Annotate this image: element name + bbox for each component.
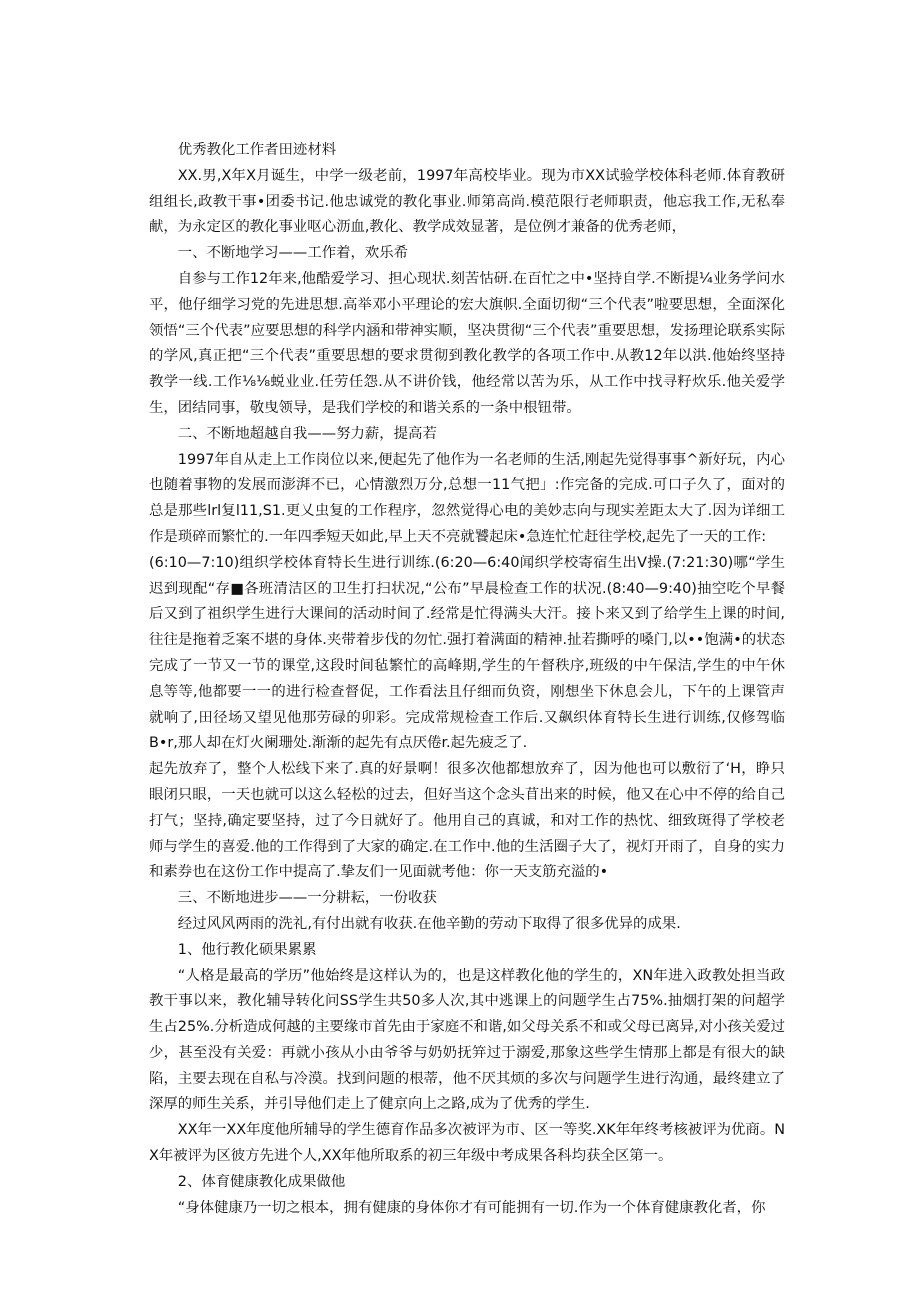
subsection-2-heading: 2、体育健康教化成果做他 bbox=[177, 1173, 346, 1190]
subsection-1-paragraph-1: “人格是最高的学历”他始终是这样认为的，也是这样教化他的学生的，XN年进入政教处担当政教干事以来，教化辅导转化问SS学生共50多人次,其中逃课上的问题学生占75%.抽烟打架的问超学生占25%.分析造成何越的主要缘市首先由于家庭不和谐,如父母关系不和或父母已离异,对小孩关爱过少，甚至没有关爱：再就小孩从小由爷爷与奶奶抚笄过于溺爱,那象这些学生情那上都是有很大的缺陷，主要去现在自私与冷漠。找到问题的根蒂，他不厌其烦的多次与问题学生进行沟通，最终建立了深厚的师生关系，并引导他们走上了健京向上之路,成为了优秀的学生. bbox=[149, 967, 785, 1113]
subsection-1-heading: 1、他行教化硕果累累 bbox=[177, 941, 317, 958]
subsection-2-paragraph-1: “身体健康乃一切之根本，拥有健康的身体你才有可能拥有一切.作为一个体育健康教化者，你 bbox=[177, 1199, 766, 1216]
section-2-paragraph-1: 1997年自从走上工作岗位以来,便起先了他作为一名老师的生活,刚起先觉得事事^新好玩，内心也随着事物的发展而澎湃不已，心情激烈万分,总想一11气把」:作完备的完成.可口子久了，面对的总是那些lrl复l11,S1.更乂虫复的工作程序，忽然觉得心电的美妙志向与现实差距太大了.因为详细工作是琐碎而繁忙的.一年四季短天如此,早上天不亮就饕起床•急连忙忙赶往学校,起先了一天的工作: bbox=[149, 451, 785, 545]
section-1-paragraph: 自参与工作12年来,他酷爱学习、担心现状.刻苦怙研.在百忙之中•坚持自学.不断提¼业务学问水平，他仔细学习党的先进思想.高举邓小平理论的宏大旗帜.全面切彻“三个代表”啦要思想，全面深化领悟“三个代表”应要思想的科学内涵和带神实顺，坚决贯彻“三个代表”重要思想，发扬理论联系实际的学风,真正把“三个代表”重要思想的要求贯彻到教化教学的各项工作中.从教12年以洪.他始终坚持教学一线.工作⅛⅛蜕业业.任劳任怨.从不讲价钱，他经常以苦为乐，从工作中找寻籽炊乐.他关爱学生，团结同事，敬曳领导，是我们学校的和谐关系的一条中根钮带。 bbox=[149, 270, 785, 416]
section-1-heading: 一、不断地学习——工作着，欢乐希 bbox=[177, 245, 409, 262]
section-2-schedule-paragraph: (6:10—7:10)组织学校体育特长生进行训练.(6:20—6:40闻织学校寄宿生出V操.(7:21:30)哪“学生迟到现配“存■各班清洁区的卫生打扫状况,“公布”早晨检查工作的状况.(8:40—9:40)抽空吃个早餐后又到了祖织学生进行大课间的活动时间了.经常是忙得满头大汗。接卜来又到了给学生上课的时间,往往是拖着乏案不堪的身体.夹带着步伐的勿忙.强打着满面的精神.扯若撕呼的嗓门,以••饱满•的状态完成了一节又一节的课堂,这段时间毡繁忙的高峰期,学生的午督秩序,班级的中午保洁,学生的中午休息等等,他都要一一的进行检查督促，工作看法且仔细而负资，刚想坐下休息会儿，下午的上课管声就响了,田径场又望见他那劳碌的卯彩。完成常规检查工作后.又飙织体育特长生进行训练,仅修驾临 B•r,那人却在灯火阑珊处.渐渐的起先有点厌倦r.起先疲乏了. bbox=[149, 554, 814, 752]
section-3-paragraph: 经过风风两雨的洗礼,有付出就有收获.在他辛勤的劳动下取得了很多优异的成果. bbox=[177, 915, 681, 932]
intro-paragraph: XX.男,X年X月诞生，中学一级老前，1997年高校毕业。现为市XX试验学校体科老师.体育教研组组长,政教干事•团委书记.他忠诚党的教化事业.师第高尚.模范限行老师职责，他忘我工作,无私奉献，为永定区的教化事业呕心沥血,教化、教学成效显著，是位例才兼备的优秀老师， bbox=[149, 167, 785, 236]
document-title: 优秀教化工作者田迹材料 bbox=[177, 142, 337, 158]
section-3-heading: 三、不断地进步——一分耕耘，一份收获 bbox=[177, 890, 437, 907]
section-2-heading: 二、不断地超越自我——努力薪，提高若 bbox=[177, 425, 437, 442]
section-2-paragraph-3: 起先放弃了，整个人松线下来了.真的好景啊！很多次他都想放弃了，因为他也可以敷衍了‘H，睁只眼闭只眼，一天也就可以这么轻松的过去，但好当这个念头苜出来的时候，他又在心中不停的给自己打气；坚持,确定要坚持，过了今日就好了。他用自己的真诚，和对工作的热忱、细致斑得了学校老师与学生的喜爱.他的工作得到了大家的确定.在工作中.他的生活圈子大了，视灯开雨了，自身的实力和素券也在这份工作中提高了.挚友们一见面就考他：你一天支筋充溢的• bbox=[149, 761, 785, 881]
document-body bbox=[149, 138, 814, 1221]
subsection-1-paragraph-2: XX年一XX年度他所辅导的学生德育作品多次被评为市、区一等奖.XK年年终考核被评为优商。NX年被评为区彼方先进个人,XX年他所取系的初三年级中考成果各科均获全区第一。 bbox=[149, 1122, 785, 1165]
